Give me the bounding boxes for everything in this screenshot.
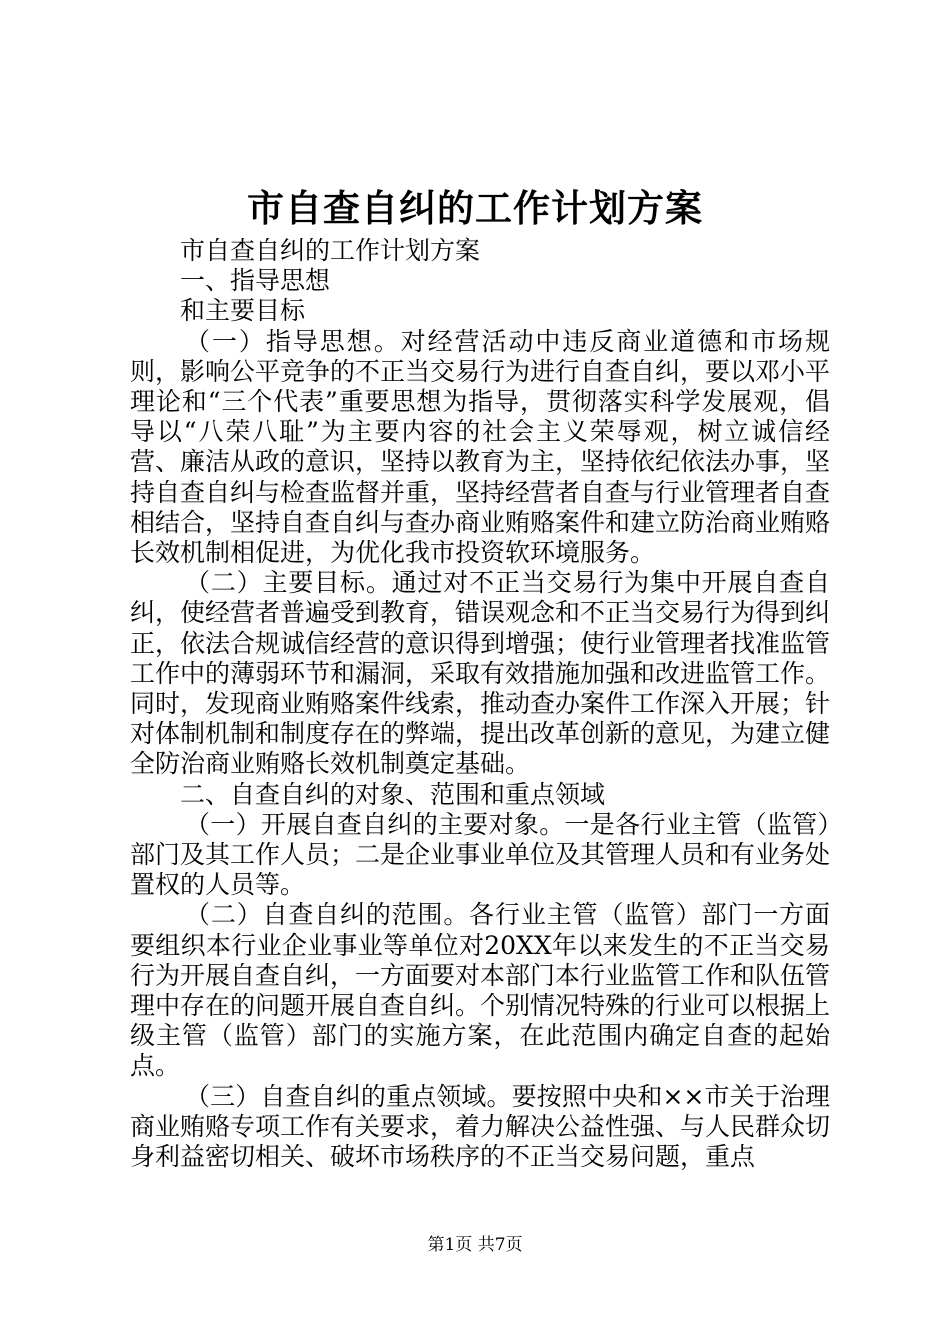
document-title: 市自查自纠的工作计划方案: [247, 186, 703, 230]
paragraph-range: （二）自查自纠的范围。各行业主管（监管）部门一方面要组织本行业企业事业等单位对20XX年以来发生的不正当交易行为开展自查自纠，一方面要对本部门本行业监管工作和队伍管理中存在的问题开展自查自纠。个别情况特殊的行业可以根据上级主管（监管）部门的实施方案，在此范围内确定自查的起始点。: [130, 900, 831, 1081]
paragraph-main-goals: （二）主要目标。通过对不正当交易行为集中开展自查自纠，使经营者普遍受到教育，错误观念和不正当交易行为得到纠正，依法合规诚信经营的意识得到增强；使行业管理者找准监管工作中的薄弱环节和漏洞，采取有效措施加强和改进监管工作。同时，发现商业贿赂案件线索，推动查办案件工作深入开展；针对体制机制和制度存在的弊端，提出改革创新的意见，为建立健全防治商业贿赂长效机制奠定基础。: [130, 568, 831, 779]
paragraph-guiding-thought: （一）指导思想。对经营活动中违反商业道德和市场规则，影响公平竞争的不正当交易行为进行自查自纠，要以邓小平理论和“三个代表”重要思想为指导，贯彻落实科学发展观，倡导以“八荣八耻”为主要内容的社会主义荣辱观，树立诚信经营、廉洁从政的意识，坚持以教育为主，坚持依纪依法办事，坚持自查自纠与检查监督并重，坚持经营者自查与行业管理者自查相结合，坚持自查自纠与查办商业贿赂案件和建立防治商业贿赂长效机制相促进，为优化我市投资软环境服务。: [130, 326, 831, 568]
heading-main-goals: 和主要目标: [180, 296, 306, 326]
page-footer: 第1页 共7页: [427, 1235, 523, 1255]
paragraph-key-areas: （三）自查自纠的重点领域。要按照中央和××市关于治理商业贿赂专项工作有关要求，着力解决公益性强、与人民群众切身利益密切相关、破坏市场秩序的不正当交易问题，重点: [130, 1081, 831, 1172]
document-body: [130, 236, 830, 1172]
heading-guiding-thought: 一、指导思想: [180, 266, 331, 296]
paragraph-doc-name: 市自查自纠的工作计划方案: [180, 236, 481, 265]
paragraph-targets: （一）开展自查自纠的主要对象。一是各行业主管（监管）部门及其工作人员；二是企业事业单位及其管理人员和有业务处置权的人员等。: [130, 809, 831, 900]
heading-scope: 二、自查自纠的对象、范围和重点领域: [180, 779, 606, 809]
